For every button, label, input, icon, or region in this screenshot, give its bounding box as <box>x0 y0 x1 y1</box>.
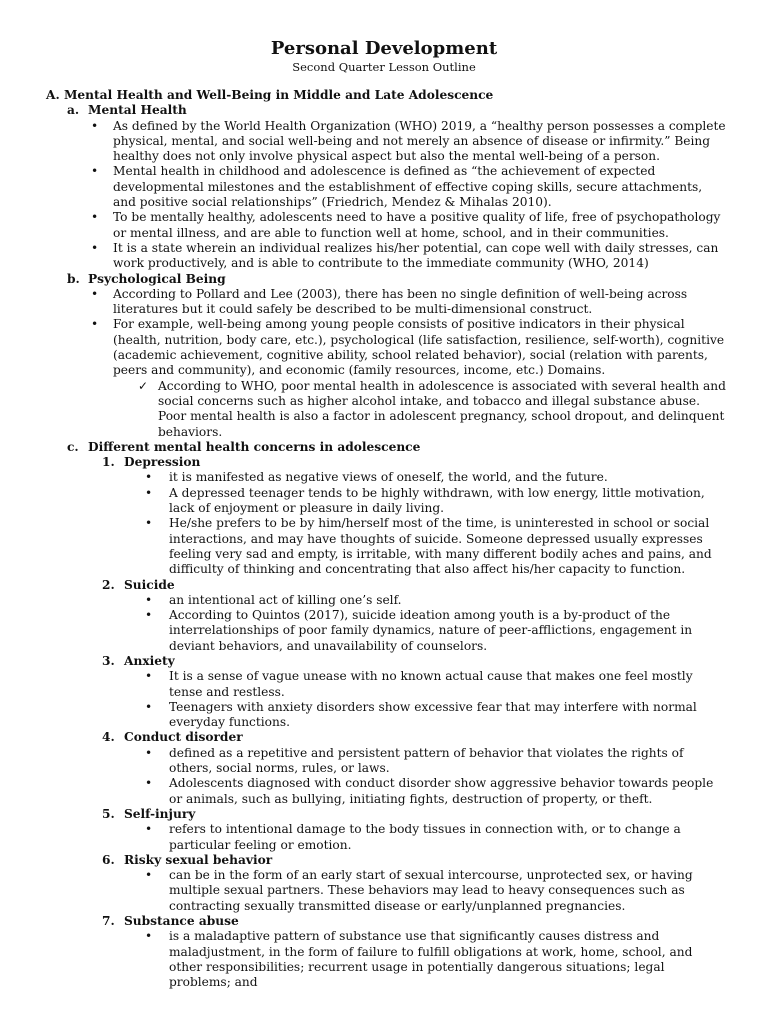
list-item <box>113 317 728 439</box>
concern-heading-self-injury <box>40 807 728 822</box>
concern-title: Anxiety <box>124 653 175 668</box>
list-item: • To be mentally healthy, adolescents need to have a positive quality of life, free of psychopathology or mental illness, and are able to function well at home, school, and in their communities. <box>113 210 728 241</box>
list-item: • it is manifested as negative views of oneself, the world, and the future. <box>169 470 728 485</box>
list-item: • It is a sense of vague unease with no known actual cause that makes one feel mostly tense and restless. <box>169 669 728 700</box>
subsection-heading-mental-health <box>40 103 728 118</box>
list-item: • Teenagers with anxiety disorders show excessive fear that may interfere with normal everyday functions. <box>169 700 728 731</box>
list-item: • According to Quintos (2017), suicide ideation among youth is a by-product of the interrelationships of poor family dynamics, nature of peer-afflictions, engagement in deviant behaviors, and unavailability of counselors. <box>169 608 728 654</box>
concern-heading-substance-abuse <box>40 914 728 929</box>
section-heading: A. Mental Health and Well-Being in Middle and Late Adolescence <box>46 88 494 102</box>
concern-number: 1. <box>102 455 115 470</box>
concern-title: Risky sexual behavior <box>124 852 273 867</box>
list-item: • an intentional act of killing one’s self. <box>169 593 728 608</box>
concern-number: 4. <box>102 730 115 745</box>
bullet-list <box>40 287 728 440</box>
concern-number: 6. <box>102 852 115 867</box>
concern-number: 7. <box>102 914 115 929</box>
concern-number: 3. <box>102 653 115 668</box>
check-list <box>113 379 728 440</box>
page-title: Personal Development <box>270 38 498 59</box>
concern-heading-conduct-disorder <box>40 730 728 745</box>
concern-heading-risky-sexual-behavior <box>40 853 728 868</box>
bullet-list <box>40 822 728 853</box>
subsection-heading-mental-health-concerns <box>40 440 728 455</box>
list-item: • refers to intentional damage to the body tissues in connection with, or to change a particular feeling or emotion. <box>169 822 728 853</box>
concern-heading-depression <box>40 455 728 470</box>
subsection-letter: c. <box>67 439 79 454</box>
concern-title: Conduct disorder <box>124 730 243 745</box>
subsection-heading-psychological-being <box>40 272 728 287</box>
check-list-item: ✓ According to WHO, poor mental health in adolescence is associated with several health and social concerns such as higher alcohol intake, and tobacco and illegal substance abuse. Poor mental health is also a factor in adolescent pregnancy, school dropout, and delinquent behaviors. <box>158 379 728 440</box>
list-item: • It is a state wherein an individual realizes his/her potential, can cope well with daily stresses, can work productively, and is able to contribute to the immediate community (WHO, 2014) <box>113 241 728 272</box>
bullet-list <box>40 593 728 654</box>
concern-heading-suicide <box>40 578 728 593</box>
subsection-letter: a. <box>67 103 80 118</box>
bullet-list <box>40 470 728 577</box>
subsection-letter: b. <box>67 271 80 286</box>
concern-title: Self-injury <box>124 806 196 821</box>
list-item: • A depressed teenager tends to be highly withdrawn, with low energy, little motivation, lack of enjoyment or pleasure in daily living. <box>169 486 728 517</box>
bullet-list <box>40 868 728 914</box>
list-item: • is a maladaptive pattern of substance use that significantly causes distress and maladjustment, in the form of failure to fulfill obligations at work, home, school, and other responsibilities; recurrent usage in potentially dangerous situations; legal problems; and <box>169 929 728 990</box>
list-item: • Adolescents diagnosed with conduct disorder show aggressive behavior towards people or animals, such as bullying, initiating fights, destruction of property, or theft. <box>169 776 728 807</box>
page-subtitle: Second Quarter Lesson Outline <box>292 60 476 74</box>
list-item: • As defined by the World Health Organization (WHO) 2019, a “healthy person possesses a complete physical, mental, and social well-being and not merely an absence of disease or infirmity.” Being healthy does not only involve physical aspect but also the mental well-being of a person. <box>113 119 728 165</box>
concern-title: Suicide <box>124 577 175 592</box>
bullet-list <box>40 746 728 807</box>
subsection-title: Mental Health <box>88 103 187 118</box>
concern-title: Substance abuse <box>124 914 239 929</box>
list-item: • He/she prefers to be by him/herself most of the time, is uninterested in school or social interactions, and may have thoughts of suicide. Someone depressed usually expresses feeling very sad and empty, is irritable, with many different bodily aches and pains, and difficulty of thinking and concentrating that also affect his/her capacity to function. <box>169 516 728 577</box>
list-item: • defined as a repetitive and persistent pattern of behavior that violates the rights of others, social norms, rules, or laws. <box>169 746 728 777</box>
list-item-text: For example, well-being among young people consists of positive indicators in their physical (health, nutrition, body care, etc.), psychological (life satisfaction, resilience, self-worth), cognitive (academic achievement, cognitive ability, school related behavior), social (relation with parents, peers and community), and economic (family resources, income, etc.) Domains. <box>113 317 725 378</box>
subsection-title: Different mental health concerns in adolescence <box>88 439 421 454</box>
concern-number: 2. <box>102 577 115 592</box>
concern-title: Depression <box>124 455 201 470</box>
bullet-list <box>40 929 728 990</box>
bullet-list <box>40 119 728 272</box>
subsection-title: Psychological Being <box>88 271 226 286</box>
concern-number: 5. <box>102 806 115 821</box>
bullet-list <box>40 669 728 730</box>
concern-heading-anxiety <box>40 654 728 669</box>
list-item: • can be in the form of an early start of sexual intercourse, unprotected sex, or having multiple sexual partners. These behaviors may lead to heavy consequences such as contracting sexually transmitted disease or early/unplanned pregnancies. <box>169 868 728 914</box>
list-item: • Mental health in childhood and adolescence is defined as “the achievement of expected developmental milestones and the establishment of effective coping skills, secure attachments, and positive social relationships” (Friedrich, Mendez & Mihalas 2010). <box>113 164 728 210</box>
list-item: • According to Pollard and Lee (2003), there has been no single definition of well-being across literatures but it could safely be described to be multi-dimensional construct. <box>113 287 728 318</box>
